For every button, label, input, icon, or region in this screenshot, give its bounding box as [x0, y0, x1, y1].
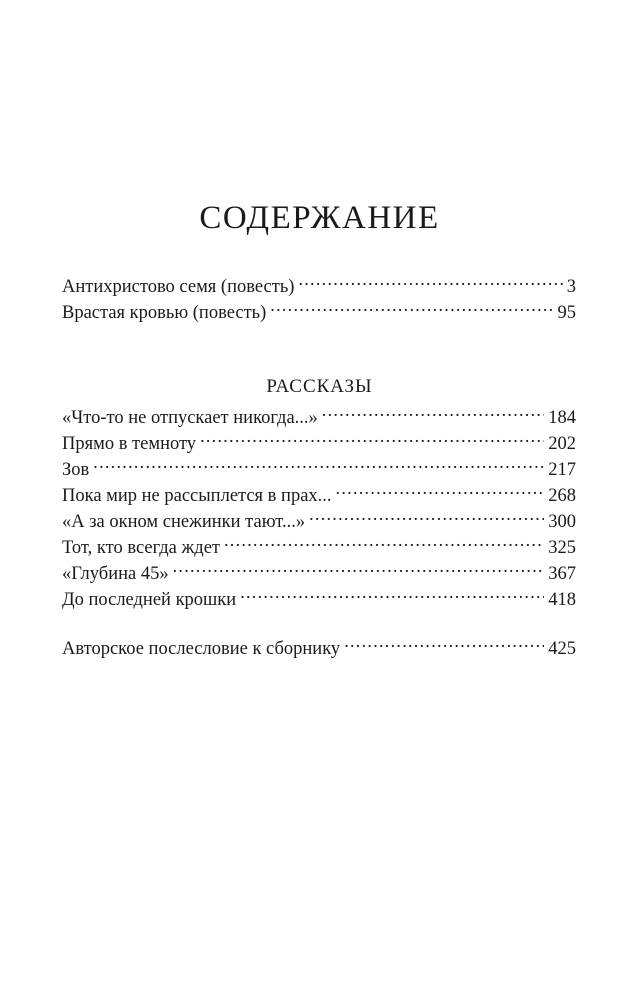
toc-entry — [62, 449, 576, 480]
toc-entry-page: 184 — [548, 408, 576, 428]
dot-leader — [298, 266, 562, 292]
toc-entry-page: 202 — [548, 434, 576, 454]
toc-entry-page: 300 — [548, 512, 576, 532]
toc-stories — [62, 397, 576, 610]
toc-afterword — [62, 628, 576, 659]
toc-entry-page: 3 — [566, 277, 576, 297]
toc-entry-page: 325 — [548, 538, 576, 558]
toc-entry-title: «Глубина 45» — [62, 564, 169, 584]
toc-entry-title: До последней крошки — [62, 590, 237, 610]
toc-entry-title: Врастая кровью (повесть) — [62, 303, 267, 323]
dot-leader — [200, 423, 544, 449]
toc-entry-page: 425 — [548, 639, 576, 659]
toc-entry — [62, 628, 576, 659]
dot-leader — [309, 501, 544, 527]
toc-entry-title: Пока мир не рассыплется в прах... — [62, 486, 332, 506]
dot-leader — [344, 628, 544, 654]
toc-entry-page: 95 — [557, 303, 576, 323]
toc-entry-page: 367 — [548, 564, 576, 584]
toc-entry — [62, 266, 576, 297]
toc-entry — [62, 475, 576, 506]
dot-leader — [93, 449, 544, 475]
toc-entry-page: 268 — [548, 486, 576, 506]
page-title: СОДЕРЖАНИЕ — [199, 200, 440, 236]
dot-leader — [270, 292, 553, 318]
dot-leader — [224, 527, 544, 553]
dot-leader — [336, 475, 545, 501]
toc-entry-title: «А за окном снежинки тают...» — [62, 512, 306, 532]
toc-entry-title: Антихристово семя (повесть) — [62, 277, 295, 297]
toc-entry-page: 418 — [548, 590, 576, 610]
toc-entry — [62, 397, 576, 428]
toc-main-entries — [62, 266, 576, 323]
toc-entry-title: Авторское послесловие к сборнику — [62, 639, 341, 659]
toc-entry-page: 217 — [548, 460, 576, 480]
toc-entry-title: Зов — [62, 460, 90, 480]
toc-entry-title: Прямо в темноту — [62, 434, 197, 454]
section-heading-stories: РАССКАЗЫ — [266, 376, 373, 397]
dot-leader — [240, 579, 544, 605]
toc-entry-title: «Что-то не отпускает никогда...» — [62, 408, 318, 428]
dot-leader — [173, 553, 545, 579]
dot-leader — [322, 397, 544, 423]
toc-entry-title: Тот, кто всегда ждет — [62, 538, 220, 558]
